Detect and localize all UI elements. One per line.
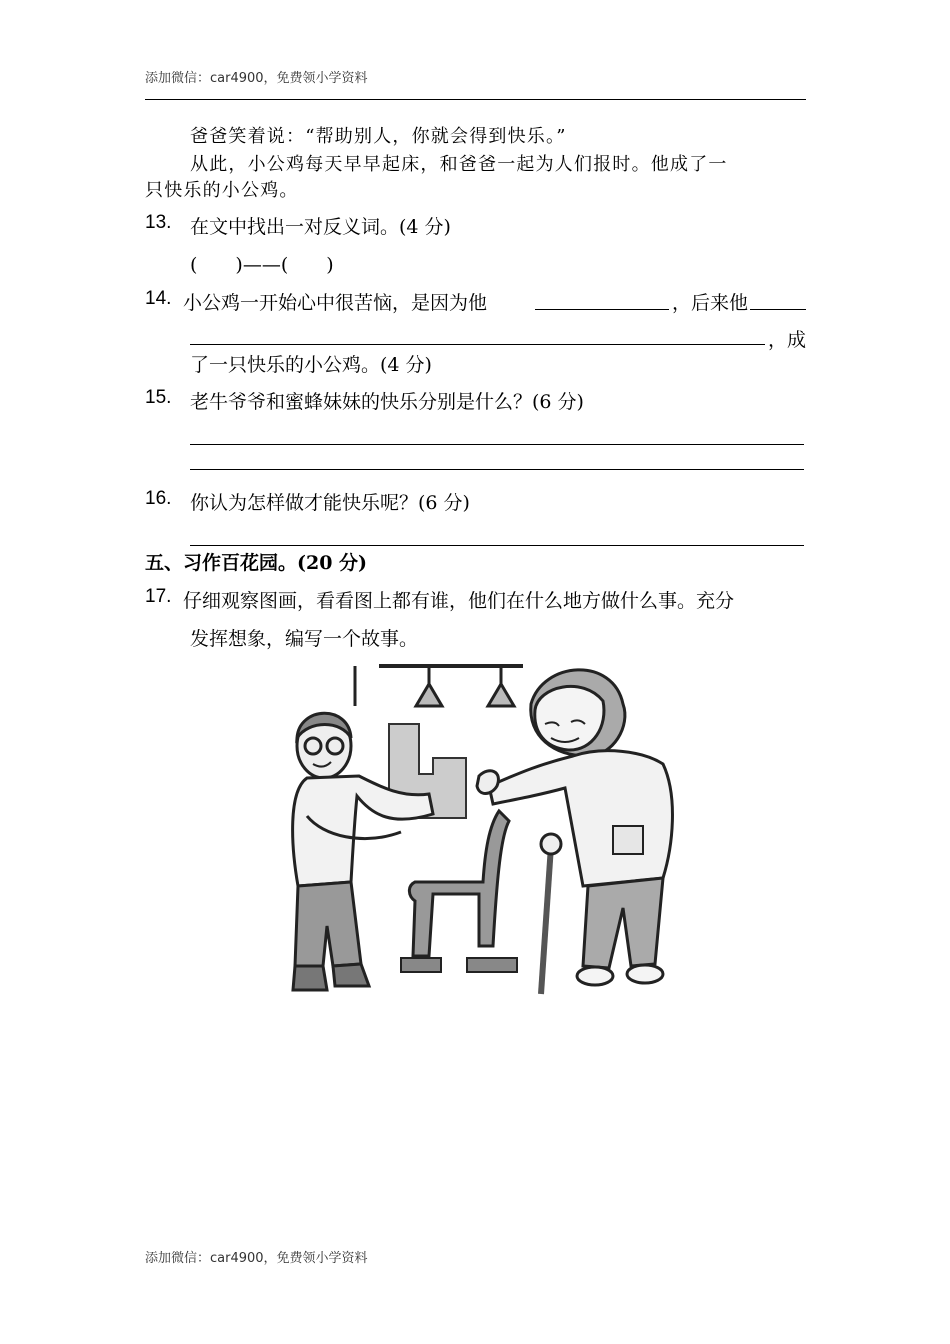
question-14-blank-2a[interactable] <box>750 309 806 310</box>
question-16-text: 你认为怎样做才能快乐呢？(6 分) <box>190 492 470 514</box>
question-13-answer-blanks[interactable]: ( )——( ) <box>190 254 334 276</box>
question-14-part-1: 小公鸡一开始心中很苦恼，是因为他 <box>183 292 488 314</box>
question-13-number: 13. <box>145 212 172 233</box>
story-line-2: 从此，小公鸡每天早早起床，和爸爸一起为人们报时。他成了一 <box>190 154 728 175</box>
question-14-number: 14. <box>145 288 172 309</box>
page-header: 添加微信：car4900，免费领小学资料 <box>145 71 368 86</box>
question-17-line-2: 发挥想象，编写一个故事。 <box>190 628 419 650</box>
question-13-text: 在文中找出一对反义词。(4 分) <box>190 216 451 238</box>
story-line-1: 爸爸笑着说：“帮助别人，你就会得到快乐。” <box>190 126 567 147</box>
question-16-answer-line[interactable] <box>190 545 804 546</box>
question-15-answer-line-2[interactable] <box>190 469 804 470</box>
question-17-line-1: 仔细观察图画，看看图上都有谁，他们在什么地方做什么事。充分 <box>183 590 735 612</box>
section-5-title: 五、习作百花园。(20 分) <box>145 552 368 574</box>
question-17-number: 17. <box>145 586 172 607</box>
question-16-number: 16. <box>145 488 172 509</box>
story-line-3: 只快乐的小公鸡。 <box>145 180 299 201</box>
header-rule <box>145 99 806 100</box>
question-15-answer-line-1[interactable] <box>190 444 804 445</box>
question-14-part-4: 了一只快乐的小公鸡。(4 分) <box>190 354 432 376</box>
illustration-boy-offering-seat <box>283 646 689 1008</box>
question-14-blank-1[interactable] <box>535 309 669 310</box>
strap-handle-left <box>416 666 442 706</box>
question-15-text: 老牛爷爷和蜜蜂妹妹的快乐分别是什么？(6 分) <box>190 391 584 413</box>
question-15-number: 15. <box>145 387 172 408</box>
bus-seat <box>401 811 517 972</box>
question-14-part-2: ，后来他 <box>672 292 749 314</box>
strap-handle-right <box>488 666 514 706</box>
question-14-part-3: ，成 <box>768 329 807 351</box>
page-footer: 添加微信：car4900，免费领小学资料 <box>145 1251 368 1266</box>
question-14-blank-2b[interactable] <box>190 344 765 345</box>
